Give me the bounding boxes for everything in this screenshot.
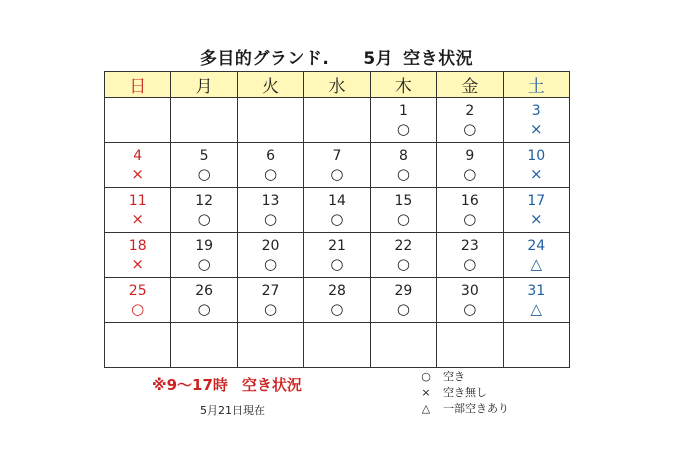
day-number: 8	[398, 148, 408, 164]
calendar-day-cell-fri	[437, 188, 503, 233]
weekday-header-thu: 木	[370, 72, 436, 98]
calendar-day-cell-sat	[503, 188, 569, 233]
availability-mark: ○	[197, 210, 211, 228]
calendar-day-cell-thu	[370, 188, 436, 233]
availability-mark: ○	[330, 165, 344, 183]
day-number: 31	[527, 283, 546, 299]
calendar-day-cell-thu	[370, 233, 436, 278]
legend-label: 一部空きあり	[443, 402, 509, 415]
hours-note-hours: ※9～17時	[152, 376, 228, 394]
calendar-day-cell-mon	[171, 323, 237, 368]
availability-mark: ○	[396, 120, 410, 138]
availability-mark: ○	[463, 120, 477, 138]
day-number: 14	[328, 193, 346, 209]
calendar-day-cell-wed	[304, 143, 370, 188]
weekday-header-fri: 金	[437, 72, 503, 98]
availability-mark: ○	[197, 300, 211, 318]
day-number: 17	[527, 193, 546, 209]
weekday-header-sat: 土	[503, 72, 569, 98]
calendar-day-cell-thu	[370, 323, 436, 368]
calendar-day-cell-mon	[171, 143, 237, 188]
day-number: 28	[328, 283, 346, 299]
calendar-day-cell-tue	[237, 233, 303, 278]
calendar-day-cell-sat	[503, 143, 569, 188]
calendar-day-cell-thu	[370, 143, 436, 188]
day-number: 11	[128, 193, 147, 209]
title-facility: 多目的グランド.	[199, 49, 330, 69]
availability-mark: △	[530, 300, 543, 318]
day-number: 27	[261, 283, 280, 299]
weekday-header-tue: 火	[237, 72, 303, 98]
availability-mark: ○	[330, 300, 344, 318]
availability-mark: ○	[131, 300, 145, 318]
calendar-day-cell-thu	[370, 98, 436, 143]
hours-note	[152, 374, 302, 395]
weekday-header-row	[105, 72, 570, 98]
availability-mark: ○	[463, 300, 477, 318]
weekday-header-sun: 日	[105, 72, 171, 98]
day-number: 15	[394, 193, 413, 209]
availability-mark: ○	[264, 210, 278, 228]
availability-mark: ○	[264, 165, 278, 183]
calendar-week-row	[105, 278, 570, 323]
day-number: 21	[328, 238, 346, 254]
calendar-day-cell-mon	[171, 278, 237, 323]
calendar-day-cell-sun	[105, 98, 171, 143]
as-of-date: 5月21日現在	[200, 404, 265, 417]
calendar-day-cell-fri	[437, 143, 503, 188]
calendar-week-row	[105, 188, 570, 233]
calendar-day-cell-mon	[171, 188, 237, 233]
day-number: 9	[465, 148, 475, 164]
calendar-day-cell-fri	[437, 98, 503, 143]
calendar-day-cell-wed	[304, 323, 370, 368]
calendar-day-cell-mon	[171, 233, 237, 278]
availability-mark: ×	[529, 120, 543, 138]
availability-mark: ○	[197, 165, 211, 183]
calendar-day-cell-sun	[105, 278, 171, 323]
availability-mark: ×	[131, 210, 144, 228]
calendar-week-row	[105, 323, 570, 368]
legend-label: 空き無し	[443, 386, 487, 399]
calendar-day-cell-wed	[304, 188, 370, 233]
legend	[413, 369, 509, 417]
calendar-day-cell-tue	[237, 323, 303, 368]
day-number: 29	[394, 283, 413, 299]
day-number: 30	[460, 283, 479, 299]
availability-mark: ○	[330, 210, 344, 228]
availability-mark: ○	[463, 210, 477, 228]
day-number: 7	[332, 148, 342, 164]
legend-item-partial	[413, 401, 509, 417]
weekday-header-mon: 月	[171, 72, 237, 98]
availability-mark: ○	[396, 210, 410, 228]
availability-mark: ○	[264, 300, 278, 318]
page-title	[0, 44, 673, 69]
availability-mark: ○	[396, 165, 410, 183]
day-number: 6	[266, 148, 276, 164]
day-number: 10	[527, 148, 546, 164]
availability-mark: ○	[396, 300, 410, 318]
calendar-week-row	[105, 143, 570, 188]
calendar-day-cell-sat	[503, 323, 569, 368]
calendar-day-cell-tue	[237, 188, 303, 233]
day-number: 22	[394, 238, 413, 254]
calendar-body	[105, 98, 570, 368]
day-number: 2	[465, 103, 475, 119]
circle-icon: ○	[421, 370, 431, 383]
calendar-day-cell-wed	[304, 233, 370, 278]
day-number: 12	[195, 193, 214, 209]
availability-mark: ○	[330, 255, 344, 273]
day-number: 19	[195, 238, 214, 254]
calendar-table	[104, 71, 570, 368]
availability-mark: ○	[396, 255, 410, 273]
day-number: 24	[527, 238, 546, 254]
day-number: 23	[460, 238, 479, 254]
calendar-day-cell-wed	[304, 278, 370, 323]
calendar-week-row	[105, 233, 570, 278]
availability-mark: ×	[131, 165, 144, 183]
calendar-day-cell-sat	[503, 278, 569, 323]
calendar-day-cell-sun	[105, 233, 171, 278]
title-status: 空き状況	[403, 49, 474, 69]
calendar-day-cell-fri	[437, 278, 503, 323]
calendar-day-cell-tue	[237, 143, 303, 188]
calendar-day-cell-sun	[105, 323, 171, 368]
cross-icon: ×	[421, 386, 431, 399]
calendar-day-cell-wed	[304, 98, 370, 143]
triangle-icon: △	[421, 402, 431, 415]
day-number: 26	[195, 283, 214, 299]
availability-mark: ○	[264, 255, 278, 273]
weekday-header-wed: 水	[304, 72, 370, 98]
title-month: 5月	[363, 49, 394, 69]
availability-mark: ×	[131, 255, 144, 273]
day-number: 4	[133, 148, 143, 164]
availability-mark: ×	[529, 165, 543, 183]
day-number: 18	[128, 238, 147, 254]
calendar-day-cell-fri	[437, 323, 503, 368]
calendar-day-cell-sun	[105, 188, 171, 233]
calendar-day-cell-tue	[237, 278, 303, 323]
availability-mark: △	[530, 255, 543, 273]
day-number: 3	[531, 103, 541, 119]
legend-item-unavailable	[413, 385, 509, 401]
calendar-week-row	[105, 98, 570, 143]
calendar-day-cell-sat	[503, 233, 569, 278]
day-number: 5	[199, 148, 209, 164]
day-number: 1	[398, 103, 408, 119]
day-number: 16	[460, 193, 479, 209]
calendar-day-cell-sun	[105, 143, 171, 188]
availability-mark: ○	[463, 255, 477, 273]
calendar-day-cell-sat	[503, 98, 569, 143]
availability-mark: ○	[197, 255, 211, 273]
availability-mark: ×	[529, 210, 543, 228]
calendar-day-cell-tue	[237, 98, 303, 143]
hours-note-label: 空き状況	[241, 376, 302, 394]
calendar-day-cell-mon	[171, 98, 237, 143]
day-number: 13	[261, 193, 280, 209]
legend-item-available	[413, 369, 509, 385]
calendar-day-cell-fri	[437, 233, 503, 278]
day-number: 25	[128, 283, 147, 299]
availability-mark: ○	[463, 165, 477, 183]
day-number: 20	[261, 238, 280, 254]
legend-label: 空き	[443, 370, 465, 383]
calendar-day-cell-thu	[370, 278, 436, 323]
